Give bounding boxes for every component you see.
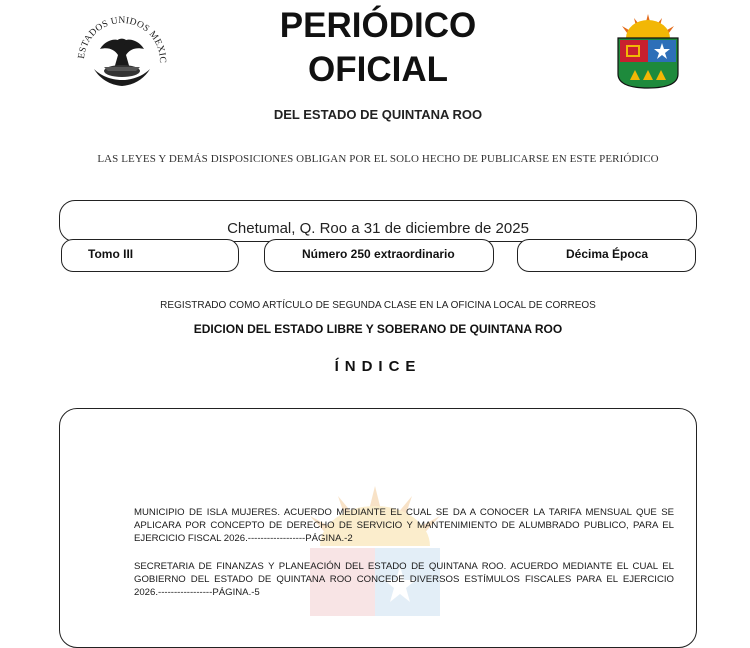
numero-label: Número 250 extraordinario	[302, 247, 455, 261]
place-date: Chetumal, Q. Roo a 31 de diciembre de 2025	[227, 220, 529, 237]
index-entry: MUNICIPIO DE ISLA MUJERES. ACUERDO MEDIANTE EL CUAL SE DA A CONOCER LA TARIFA MENSUAL QUE SE APLICARA POR CONCEPTO DE DERECHO DE SERVICIO Y MANTENIMIENTO DE ALUMBRADO PUBLICO, PARA EL EJERCICIO FISCAL 2026.------------------PÁGINA.-2	[134, 507, 674, 544]
legal-notice: LAS LEYES Y DEMÁS DISPOSICIONES OBLIGAN POR EL SOLO HECHO DE PUBLICARSE EN ESTE PERIÓDICO	[97, 153, 659, 165]
state-subtitle: DEL ESTADO DE QUINTANA ROO	[273, 107, 483, 122]
epoca-label: Décima Época	[566, 247, 649, 261]
tomo-label: Tomo III	[88, 247, 134, 261]
title-line-1: PERIÓDICO	[279, 6, 477, 45]
svg-text:ESTADOS UNIDOS MEXICANOS: ESTADOS UNIDOS MEXIC	[76, 15, 168, 64]
date-box	[59, 200, 697, 242]
edicion-line: EDICION DEL ESTADO LIBRE Y SOBERANO DE QUINTANA ROO	[193, 322, 563, 336]
index-entry: SECRETARIA DE FINANZAS Y PLANEACIÓN DEL ESTADO DE QUINTANA ROO. ACUERDO MEDIANTE EL CUAL EL GOBIERNO DEL ESTADO DE QUINTANA ROO CONCEDE DIVERSOS ESTÍMULOS FISCALES PARA EL EJERCICIO 2026.-----------------PÁGINA.-5	[134, 561, 674, 598]
quintana-roo-shield	[612, 12, 684, 90]
registro-line: REGISTRADO COMO ARTÍCULO DE SEGUNDA CLASE EN LA OFICINA LOCAL DE CORREOS	[160, 300, 596, 311]
numero-box	[264, 239, 494, 272]
newspaper-title	[260, 4, 496, 92]
indice-heading: ÍNDICE	[334, 358, 422, 375]
title-line-2: OFICIAL	[308, 50, 448, 89]
tomo-box	[61, 239, 239, 272]
mexico-national-seal	[70, 9, 174, 99]
epoca-box	[517, 239, 696, 272]
